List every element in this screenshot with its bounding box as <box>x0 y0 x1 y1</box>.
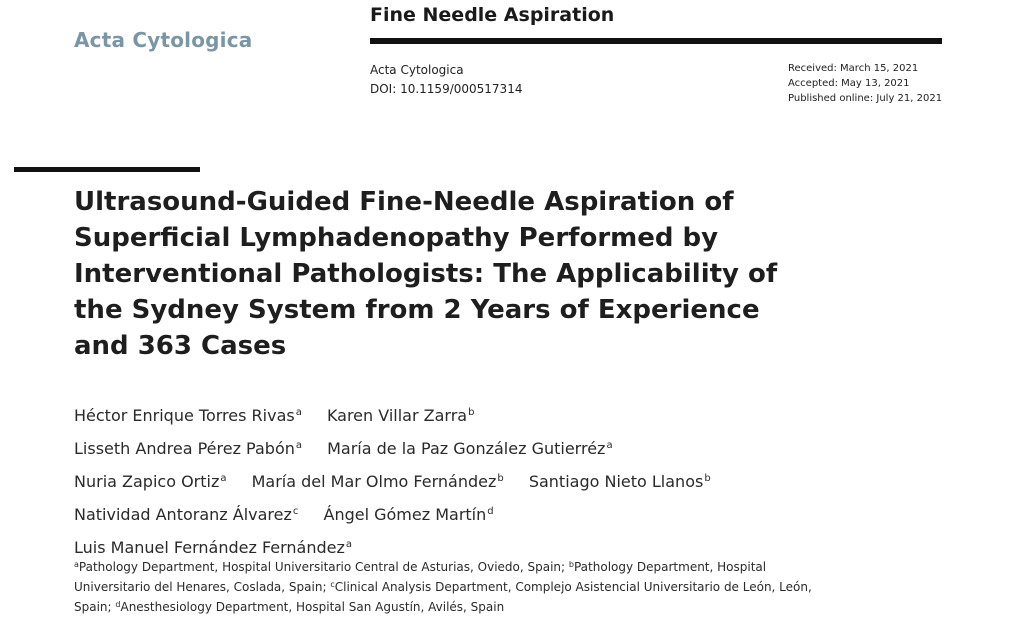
published-date: Published online: July 21, 2021 <box>788 93 943 104</box>
author[interactable]: Ángel Gómez Martín$^d$ <box>323 505 494 524</box>
journal-meta <box>370 61 522 99</box>
author[interactable]: Lisseth Andrea Pérez Pabón$^a$ <box>74 439 303 458</box>
doi-link[interactable]: DOI: 10.1159/000517314 <box>370 82 523 96</box>
affiliation-text: Clinical Analysis Department, Complejo Asistencial Universitario de León, León, Spain; <box>74 580 812 614</box>
author[interactable]: Luis Manuel Fernández Fernández$^a$ <box>74 538 353 557</box>
dates-block <box>788 61 942 106</box>
author-row <box>74 398 974 431</box>
author-list <box>74 398 974 563</box>
author[interactable]: Santiago Nieto Llanos$^b$ <box>528 472 711 491</box>
author-row <box>74 464 974 497</box>
title-line: Superficial Lymphadenopathy Performed by <box>74 223 719 253</box>
affiliation-marker: d <box>115 600 121 609</box>
author[interactable]: Héctor Enrique Torres Rivas$^a$ <box>74 406 302 425</box>
author[interactable]: Natividad Antoranz Álvarez$^c$ <box>74 505 299 524</box>
affiliation-text: Pathology Department, Hospital Universitario del Henares, Coslada, Spain; <box>74 560 767 594</box>
article-title <box>74 184 794 364</box>
author[interactable]: María del Mar Olmo Fernández$^b$ <box>251 472 504 491</box>
affiliations <box>74 556 814 616</box>
received-date: Received: March 15, 2021 <box>788 63 919 74</box>
affiliation-marker: c <box>330 580 335 589</box>
title-line: the Sydney System from 2 Years of Experience <box>74 295 760 325</box>
author[interactable]: Karen Villar Zarra$^b$ <box>326 406 475 425</box>
affiliation-marker: b <box>568 560 574 569</box>
title-line: Interventional Pathologists: The Applicability of <box>74 259 778 289</box>
journal-logo: Acta Cytologica <box>74 28 253 52</box>
author-row <box>74 497 974 530</box>
author[interactable]: Nuria Zapico Ortiz$^a$ <box>74 472 227 491</box>
journal-name-line: Acta Cytologica <box>370 63 464 77</box>
author[interactable]: María de la Paz González Gutierréz$^a$ <box>327 439 613 458</box>
title-line: and 363 Cases <box>74 331 287 361</box>
affiliation-marker: a <box>74 560 79 569</box>
author-row <box>74 431 974 464</box>
title-rule <box>14 167 200 172</box>
affiliation-text: Pathology Department, Hospital Universitario Central de Asturias, Oviedo, Spain; <box>78 560 566 574</box>
title-line: Ultrasound-Guided Fine-Needle Aspiration of <box>74 187 734 217</box>
section-label: Fine Needle Aspiration <box>370 4 615 26</box>
accepted-date: Accepted: May 13, 2021 <box>788 78 910 89</box>
section-rule <box>370 38 942 44</box>
affiliation-text: Anesthesiology Department, Hospital San Agustín, Avilés, Spain <box>120 600 505 614</box>
